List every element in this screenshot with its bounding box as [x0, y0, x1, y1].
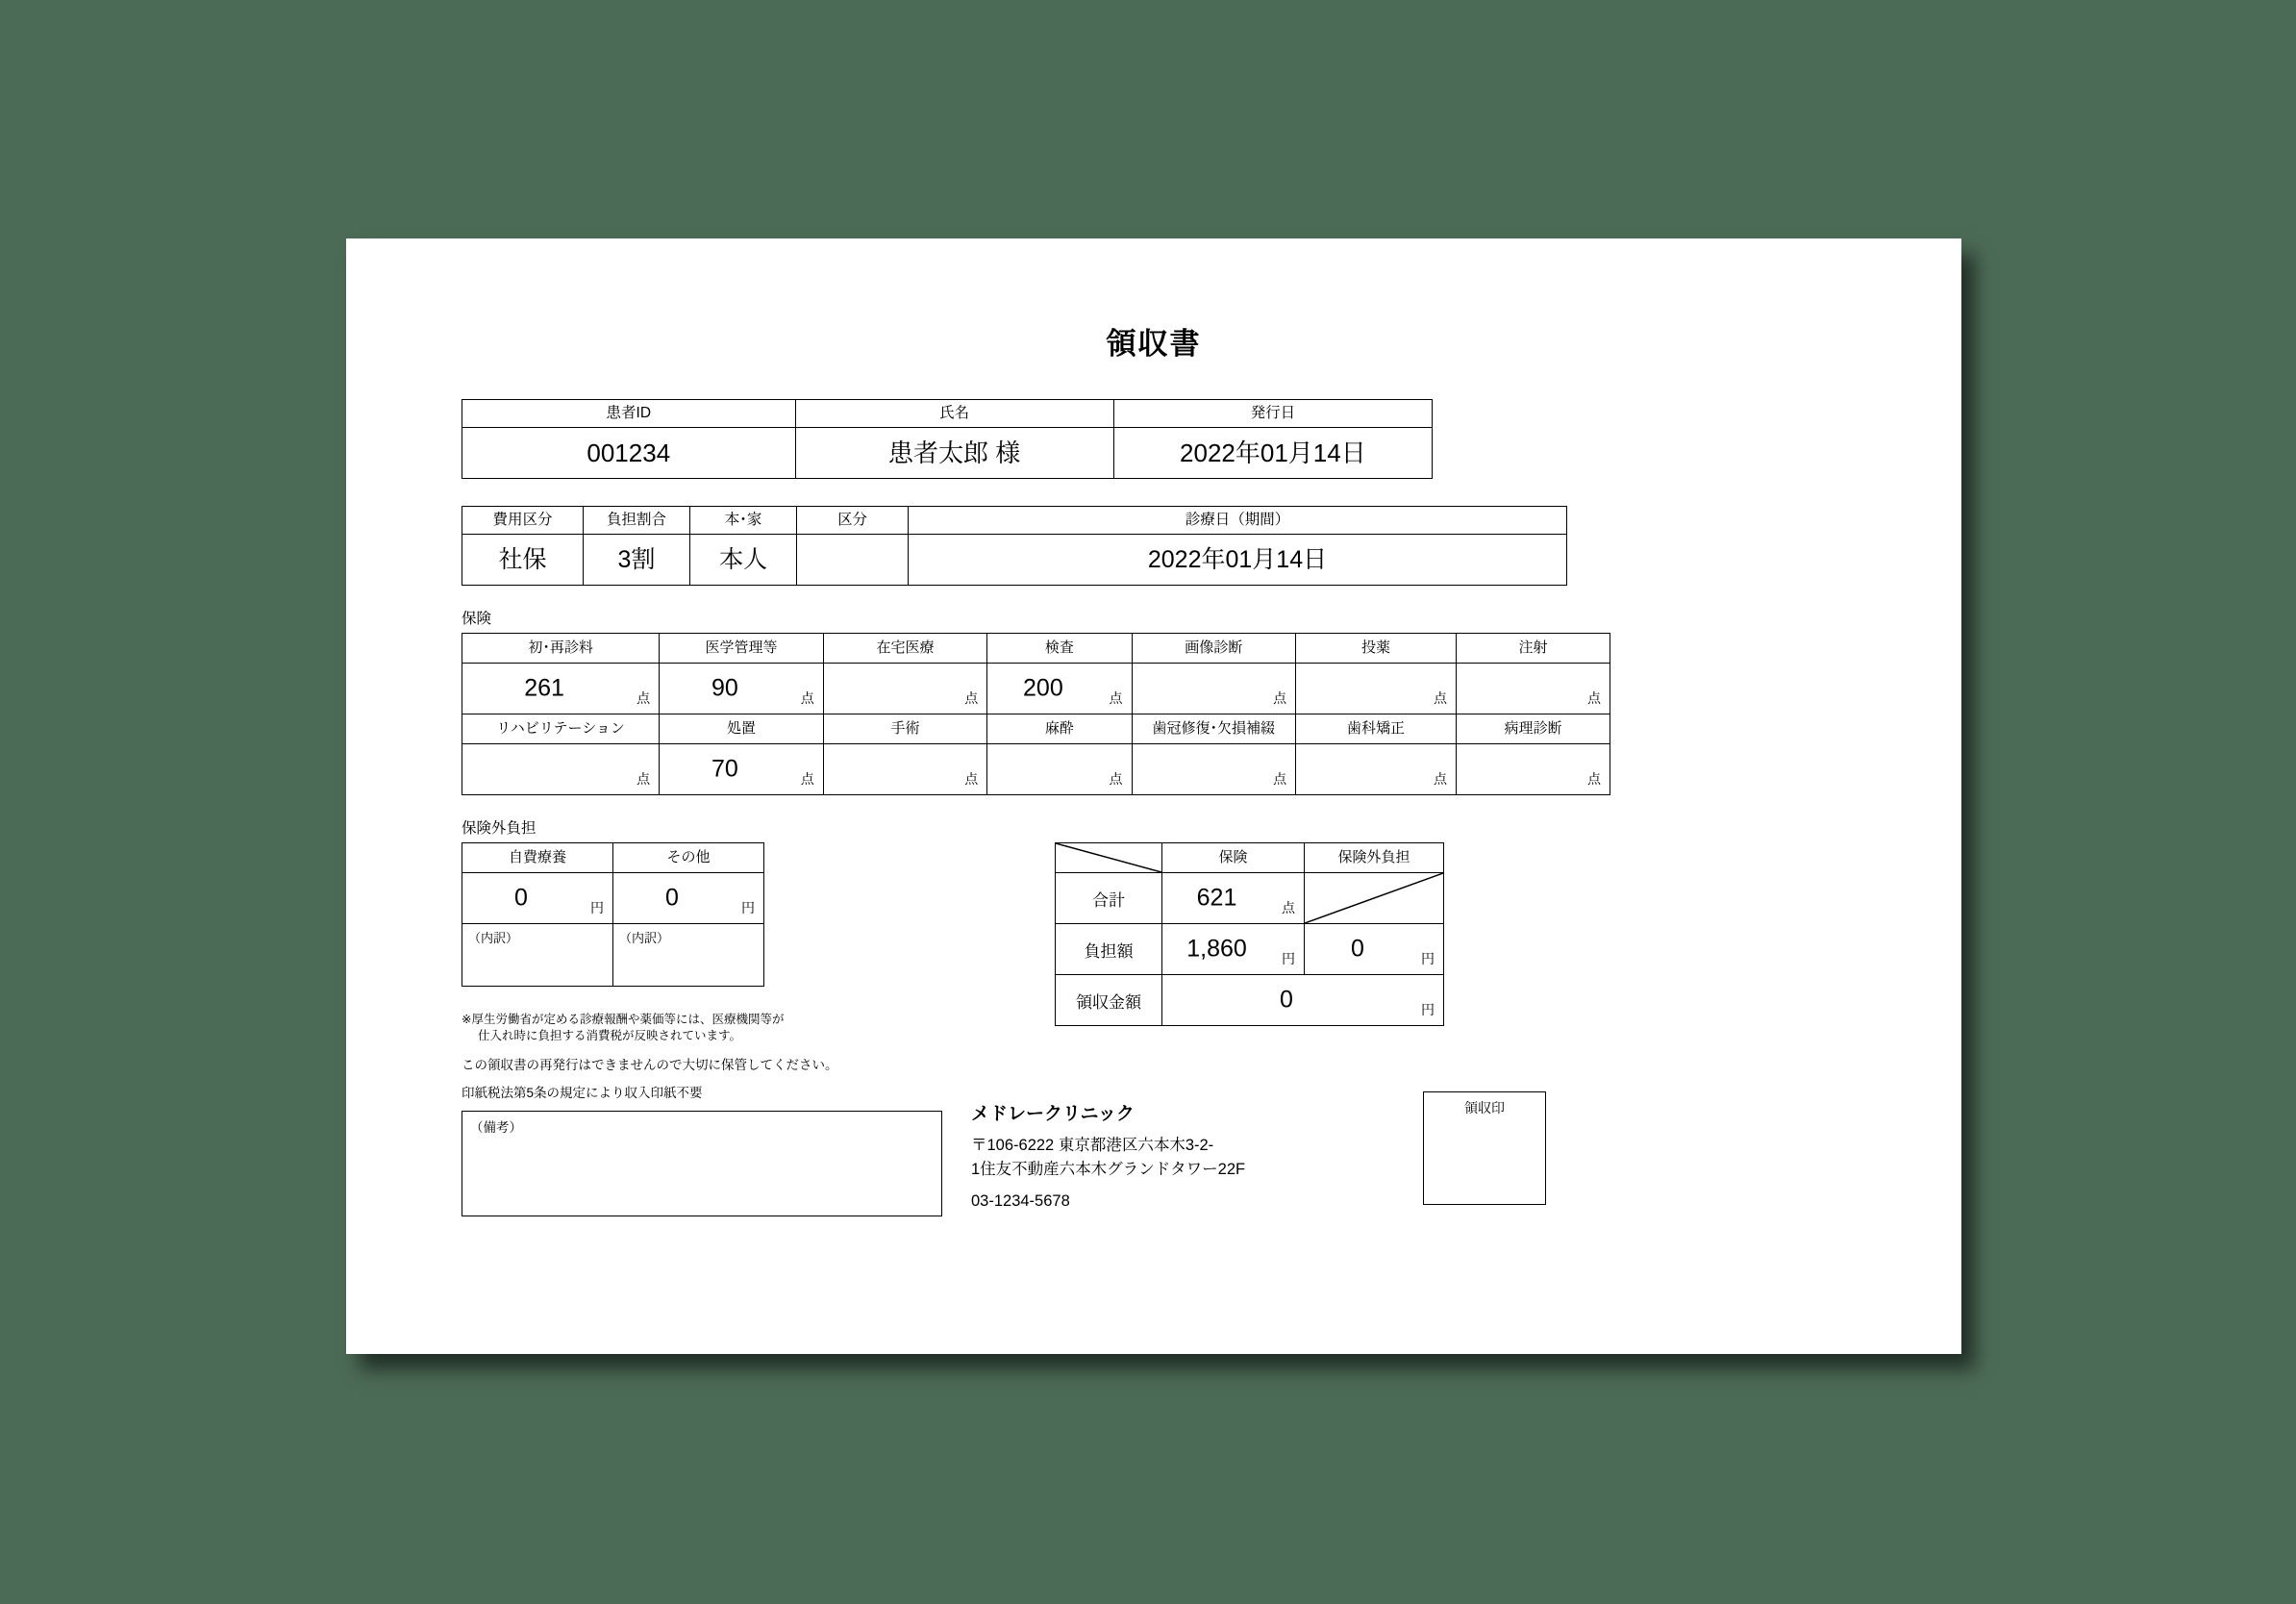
points-unit: 点	[1434, 771, 1448, 787]
value-pathology	[1457, 744, 1610, 795]
value-examination	[987, 664, 1132, 714]
table-row	[462, 634, 1610, 664]
header-self-pay: 自費療養	[462, 843, 613, 873]
value-self-family: 本人	[690, 535, 797, 586]
amount-value: 0	[665, 884, 679, 912]
points-unit: 点	[1273, 771, 1287, 787]
table-row	[462, 400, 1433, 428]
header-treatment: 処置	[660, 714, 824, 744]
table-row	[462, 714, 1610, 744]
value-first-revisit	[462, 664, 660, 714]
header-imaging: 画像診断	[1132, 634, 1296, 664]
outside-section-label: 保険外負担	[462, 820, 537, 837]
receipt-stamp-label: 領収印	[1464, 1099, 1505, 1115]
value-other	[613, 873, 764, 924]
points-value: 261	[524, 674, 564, 702]
points-unit: 点	[1109, 690, 1123, 706]
points-unit: 点	[1587, 771, 1601, 787]
header-insurance: 保険	[1162, 843, 1305, 873]
header-anesthesia: 麻酔	[987, 714, 1132, 744]
value-burden-outside	[1305, 924, 1444, 975]
bottom-area	[462, 1099, 1900, 1236]
amount-unit: 円	[1421, 1002, 1435, 1017]
header-cost-class: 費用区分	[462, 507, 584, 535]
points-value: 200	[1023, 674, 1063, 702]
value-orthodontics	[1296, 744, 1457, 795]
value-treatment-date: 2022年01月14日	[909, 535, 1567, 586]
breakdown-other: （内訳）	[613, 924, 764, 987]
table-row	[462, 744, 1610, 795]
value-crown-prosthesis	[1132, 744, 1296, 795]
amount-unit: 円	[741, 900, 755, 915]
header-surgery: 手術	[823, 714, 987, 744]
label-receipt-amount: 領収金額	[1056, 975, 1162, 1026]
value-receipt-amount	[1162, 975, 1444, 1026]
header-burden-ratio: 負担割合	[584, 507, 690, 535]
amount-value: 0	[514, 884, 528, 912]
amount-value: 621	[1196, 884, 1237, 912]
totals-table	[1055, 842, 1444, 1026]
header-orthodontics: 歯科矯正	[1296, 714, 1457, 744]
value-patient-name: 患者太郎 様	[795, 428, 1113, 479]
points-unit: 点	[1587, 690, 1601, 706]
header-medication: 投薬	[1296, 634, 1457, 664]
header-patient-name: 氏名	[795, 400, 1113, 428]
header-injection: 注射	[1457, 634, 1610, 664]
header-rehabilitation: リハビリテーション	[462, 714, 660, 744]
value-burden-insurance	[1162, 924, 1305, 975]
cost-class-table	[462, 506, 1567, 586]
header-self-family: 本･家	[690, 507, 797, 535]
remarks-box: （備考）	[462, 1111, 942, 1216]
amount-unit: 円	[1421, 951, 1435, 966]
value-total-outside	[1305, 873, 1444, 924]
breakdown-self-pay: （内訳）	[462, 924, 613, 987]
note-tax-line1: ※厚生労働省が定める診療報酬や薬価等には、医療機関等が	[462, 1013, 785, 1026]
points-unit: 点	[1434, 690, 1448, 706]
label-burden-amount: 負担額	[1056, 924, 1162, 975]
table-row	[462, 507, 1567, 535]
table-row	[462, 535, 1567, 586]
header-medical-management: 医学管理等	[660, 634, 824, 664]
outside-burden-table	[462, 842, 764, 987]
amount-value: 0	[1351, 935, 1364, 963]
note-no-reissue: この領収書の再発行はできませんので大切に保管してください。	[462, 1057, 838, 1072]
value-burden-ratio: 3割	[584, 535, 690, 586]
document-page	[346, 238, 1961, 1354]
table-row	[1056, 873, 1444, 924]
amount-value: 1,860	[1186, 935, 1247, 963]
page-title: 領収書	[1106, 327, 1202, 361]
clinic-info	[971, 1101, 1245, 1214]
table-row	[462, 873, 764, 924]
points-unit: 点	[800, 690, 814, 706]
value-rehabilitation	[462, 744, 660, 795]
amount-unit: 点	[1282, 900, 1295, 915]
value-patient-id: 001234	[462, 428, 796, 479]
receipt-sheet	[346, 238, 1961, 1354]
label-total: 合計	[1056, 873, 1162, 924]
value-total-insurance	[1162, 873, 1305, 924]
value-medication	[1296, 664, 1457, 714]
insurance-points-table	[462, 633, 1610, 795]
table-row	[462, 924, 764, 987]
value-cost-class: 社保	[462, 535, 584, 586]
points-unit: 点	[1273, 690, 1287, 706]
header-examination: 検査	[987, 634, 1132, 664]
value-imaging	[1132, 664, 1296, 714]
patient-table	[462, 399, 1433, 479]
value-category	[797, 535, 909, 586]
value-medical-management	[660, 664, 824, 714]
amount-value: 0	[1280, 986, 1293, 1014]
header-outside-burden: 保険外負担	[1305, 843, 1444, 873]
points-unit: 点	[636, 690, 651, 706]
clinic-address-line1: 〒106-6222 東京都港区六本木3-2-	[971, 1137, 1214, 1155]
totals-corner-cell	[1056, 843, 1162, 873]
points-unit: 点	[964, 690, 979, 706]
clinic-address-line2: 1住友不動産六本木グランドタワー22F	[971, 1161, 1246, 1179]
clinic-telephone: 03-1234-5678	[971, 1191, 1070, 1210]
points-unit: 点	[636, 771, 651, 787]
note-tax-line2: 仕入れ時に負担する消費税が反映されています。	[478, 1028, 742, 1042]
note-stamp-tax: 印紙税法第5条の規定により収入印紙不要	[462, 1086, 703, 1101]
receipt-stamp-box	[1423, 1091, 1546, 1205]
points-unit: 点	[800, 771, 814, 787]
header-pathology: 病理診断	[1457, 714, 1610, 744]
table-row	[462, 428, 1433, 479]
table-row	[1056, 975, 1444, 1026]
value-injection	[1457, 664, 1610, 714]
amount-unit: 円	[1282, 951, 1295, 966]
table-row	[1056, 924, 1444, 975]
clinic-name: メドレークリニック	[971, 1103, 1135, 1124]
header-crown-prosthesis: 歯冠修復･欠損補綴	[1132, 714, 1296, 744]
header-home-care: 在宅医療	[823, 634, 987, 664]
header-issue-date: 発行日	[1113, 400, 1432, 428]
lower-area	[462, 842, 1900, 1017]
insurance-section-label: 保険	[462, 611, 492, 627]
header-other: その他	[613, 843, 764, 873]
table-row	[1056, 843, 1444, 873]
points-value: 90	[711, 674, 738, 702]
value-home-care	[823, 664, 987, 714]
points-unit: 点	[964, 771, 979, 787]
points-value: 70	[711, 755, 738, 783]
points-unit: 点	[1109, 771, 1123, 787]
value-self-pay	[462, 873, 613, 924]
header-first-revisit: 初･再診料	[462, 634, 660, 664]
header-patient-id: 患者ID	[462, 400, 796, 428]
header-category: 区分	[797, 507, 909, 535]
table-row	[462, 664, 1610, 714]
value-surgery	[823, 744, 987, 795]
table-row	[462, 843, 764, 873]
value-anesthesia	[987, 744, 1132, 795]
value-issue-date: 2022年01月14日	[1113, 428, 1432, 479]
value-treatment	[660, 744, 824, 795]
amount-unit: 円	[590, 900, 604, 915]
header-treatment-date: 診療日（期間）	[909, 507, 1567, 535]
